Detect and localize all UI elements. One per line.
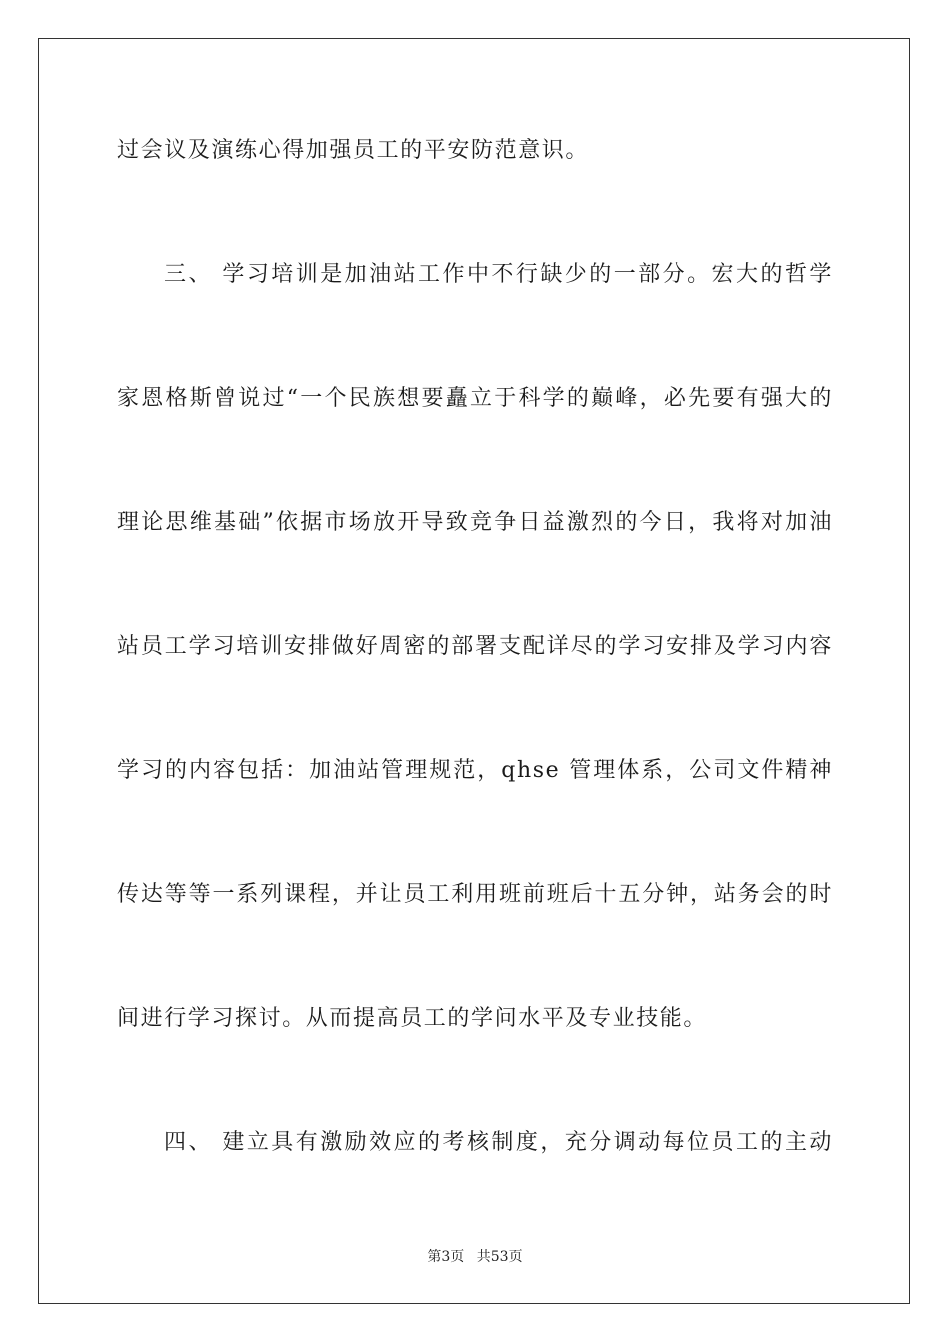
total-pages: 共53页 xyxy=(476,1249,523,1265)
body-line-4: 理论思维基础”依据市场放开导致竞争日益激烈的今日，我将对加油 xyxy=(117,510,833,535)
page-border xyxy=(38,38,910,1304)
body-line-7: 传达等等一系列课程，并让员工利用班前班后十五分钟，站务会的时 xyxy=(117,882,833,907)
body-line-1: 过会议及演练心得加强员工的平安防范意识。 xyxy=(117,138,590,163)
body-line-5: 站员工学习培训安排做好周密的部署支配详尽的学习安排及学习内容 xyxy=(117,634,833,659)
body-line-8: 间进行学习探讨。从而提高员工的学问水平及专业技能。 xyxy=(117,1006,708,1031)
page-footer xyxy=(0,1248,950,1266)
body-line-2-section-three: 三、 学习培训是加油站工作中不行缺少的一部分。宏大的哲学 xyxy=(164,262,833,287)
page-number: 第3页 xyxy=(427,1249,465,1265)
body-line-9-section-four: 四、 建立具有激励效应的考核制度，充分调动每位员工的主动 xyxy=(164,1130,833,1155)
body-line-3: 家恩格斯曾说过“一个民族想要矗立于科学的巅峰，必先要有强大的 xyxy=(117,386,833,411)
body-line-6: 学习的内容包括：加油站管理规范，qhse 管理体系，公司文件精神 xyxy=(117,758,833,783)
